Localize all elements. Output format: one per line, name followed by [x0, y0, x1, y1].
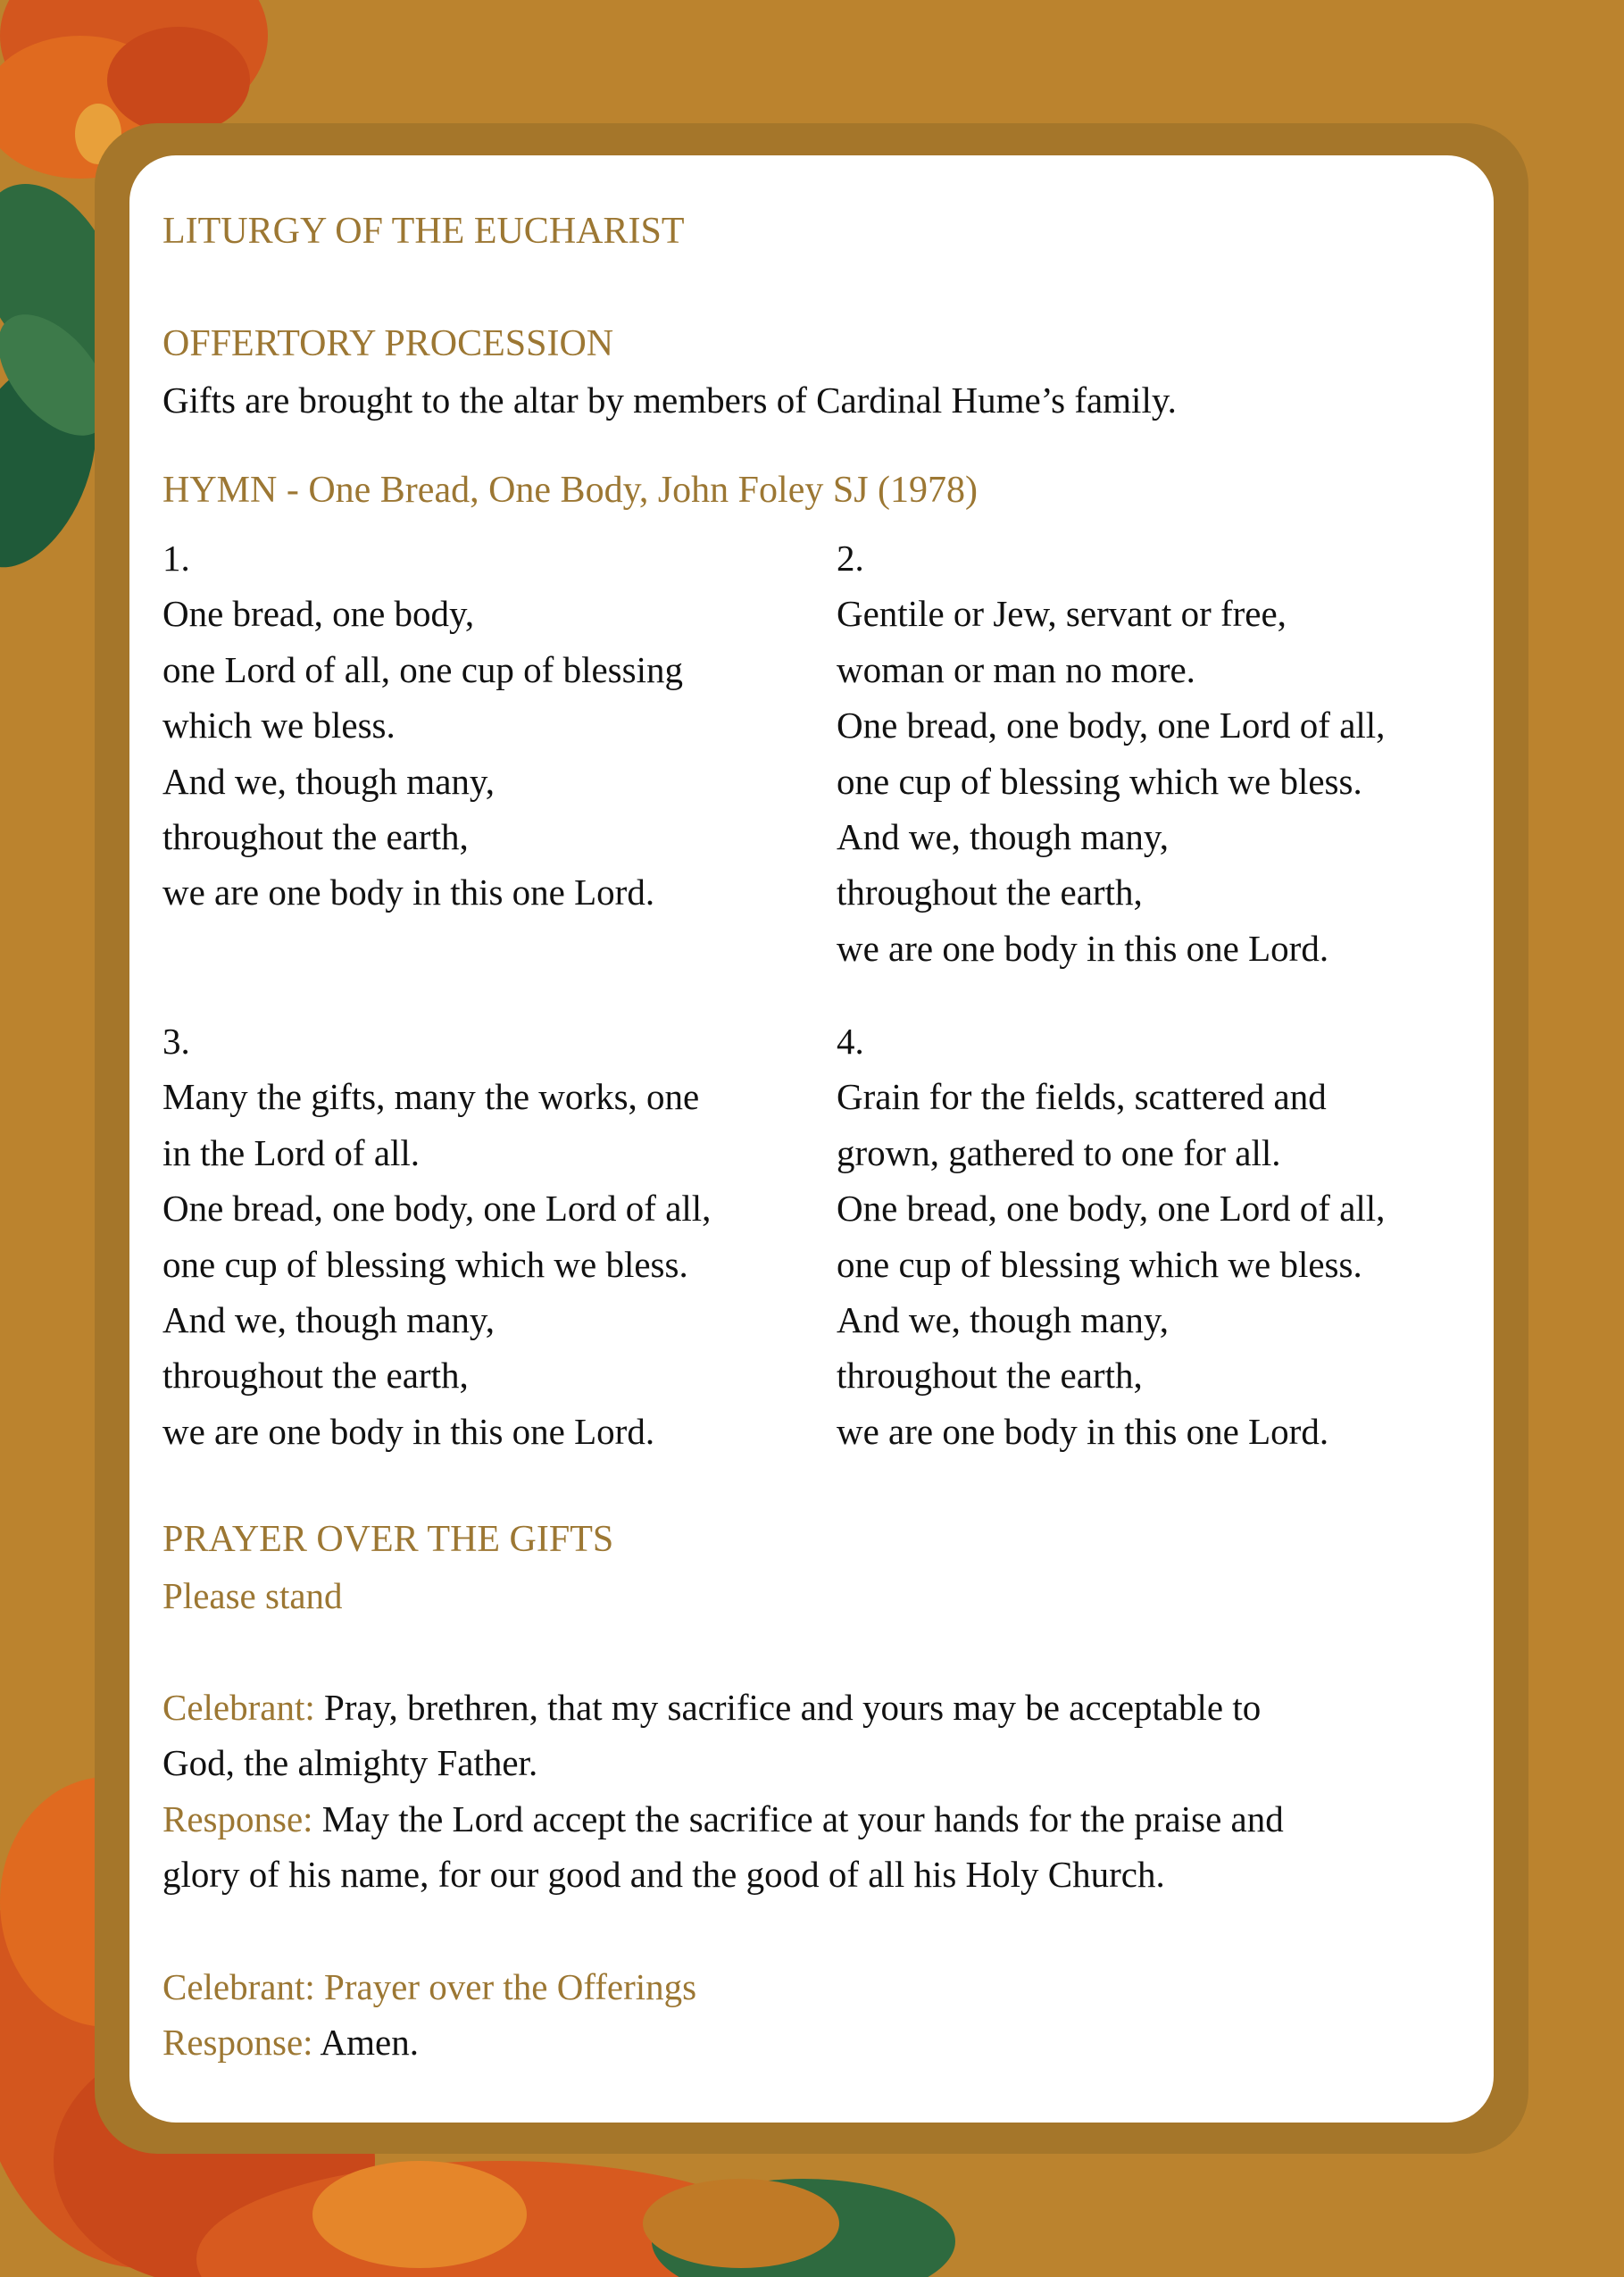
celebrant-label: Celebrant:	[162, 1966, 315, 2007]
response-line	[162, 1791, 1284, 1847]
verse-line: one cup of blessing which we bless.	[837, 760, 1362, 802]
verse-line: one cup of blessing which we bless.	[162, 1243, 688, 1285]
offertory-text: Gifts are brought to the altar by members of Cardinal Hume’s family.	[162, 380, 1177, 421]
response-text: Amen.	[320, 2022, 419, 2063]
section-heading: LITURGY OF THE EUCHARIST	[162, 211, 685, 252]
verse-line: One bread, one body, one Lord of all,	[837, 1188, 1386, 1230]
prayer-title: PRAYER OVER THE GIFTS	[162, 1519, 614, 1560]
response-text: May the Lord accept the sacrifice at your hands for the praise and	[321, 1798, 1284, 1839]
hymn-verse-3	[162, 1013, 711, 1459]
prayer-instruction: Please stand	[162, 1575, 343, 1616]
verse-line: Grain for the fields, scattered and	[837, 1076, 1327, 1118]
hymn-verse-2	[837, 530, 1385, 976]
celebrant-line	[162, 1959, 696, 2014]
celebrant-text-continued: God, the almighty Father.	[162, 1742, 538, 1783]
verse-line: throughout the earth,	[162, 1355, 469, 1397]
celebrant-text: Prayer over the Offerings	[324, 1966, 697, 2007]
hymn-verse-1	[162, 530, 683, 921]
offertory-title: OFFERTORY PROCESSION	[162, 323, 614, 364]
verse-line: we are one body in this one Lord.	[837, 927, 1329, 969]
verse-line: we are one body in this one Lord.	[162, 1410, 655, 1452]
verse-line: Many the gifts, many the works, one	[162, 1076, 700, 1118]
celebrant-line	[162, 1680, 1261, 1735]
verse-line: One bread, one body, one Lord of all,	[162, 1188, 712, 1230]
verse-line: And we, though many,	[162, 1299, 495, 1341]
verse-line: Gentile or Jew, servant or free,	[837, 593, 1287, 635]
verse-line: One bread, one body,	[162, 593, 475, 635]
verse-number: 1.	[162, 538, 190, 579]
verse-number: 2.	[837, 538, 864, 579]
response-line	[162, 2014, 419, 2070]
verse-number: 4.	[837, 1021, 864, 1062]
verse-line: throughout the earth,	[162, 816, 469, 858]
verse-line: throughout the earth,	[837, 1355, 1143, 1397]
response-label: Response:	[162, 2022, 313, 2063]
hymn-title: HYMN - One Bread, One Body, John Foley SJ (1978)	[162, 470, 979, 511]
verse-line: And we, though many,	[837, 816, 1169, 858]
response-text-continued: glory of his name, for our good and the good of all his Holy Church.	[162, 1854, 1165, 1895]
verse-line: we are one body in this one Lord.	[162, 872, 655, 913]
verse-line: woman or man no more.	[837, 648, 1195, 690]
verse-line: which we bless.	[162, 705, 396, 746]
verse-line: One bread, one body, one Lord of all,	[837, 705, 1386, 746]
hymn-verse-4	[837, 1013, 1385, 1459]
verse-line: grown, gathered to one for all.	[837, 1131, 1281, 1173]
verse-line: throughout the earth,	[837, 872, 1143, 913]
verse-line: in the Lord of all.	[162, 1131, 421, 1173]
verse-number: 3.	[162, 1021, 190, 1062]
verse-line: one cup of blessing which we bless.	[837, 1243, 1362, 1285]
verse-line: And we, though many,	[162, 760, 495, 802]
response-label: Response:	[162, 1798, 313, 1839]
verse-line: one Lord of all, one cup of blessing	[162, 648, 683, 690]
celebrant-text: Pray, brethren, that my sacrifice and yours may be acceptable to	[324, 1687, 1262, 1728]
verse-line: we are one body in this one Lord.	[837, 1410, 1329, 1452]
verse-line: And we, though many,	[837, 1299, 1169, 1341]
celebrant-label: Celebrant:	[162, 1687, 315, 1728]
